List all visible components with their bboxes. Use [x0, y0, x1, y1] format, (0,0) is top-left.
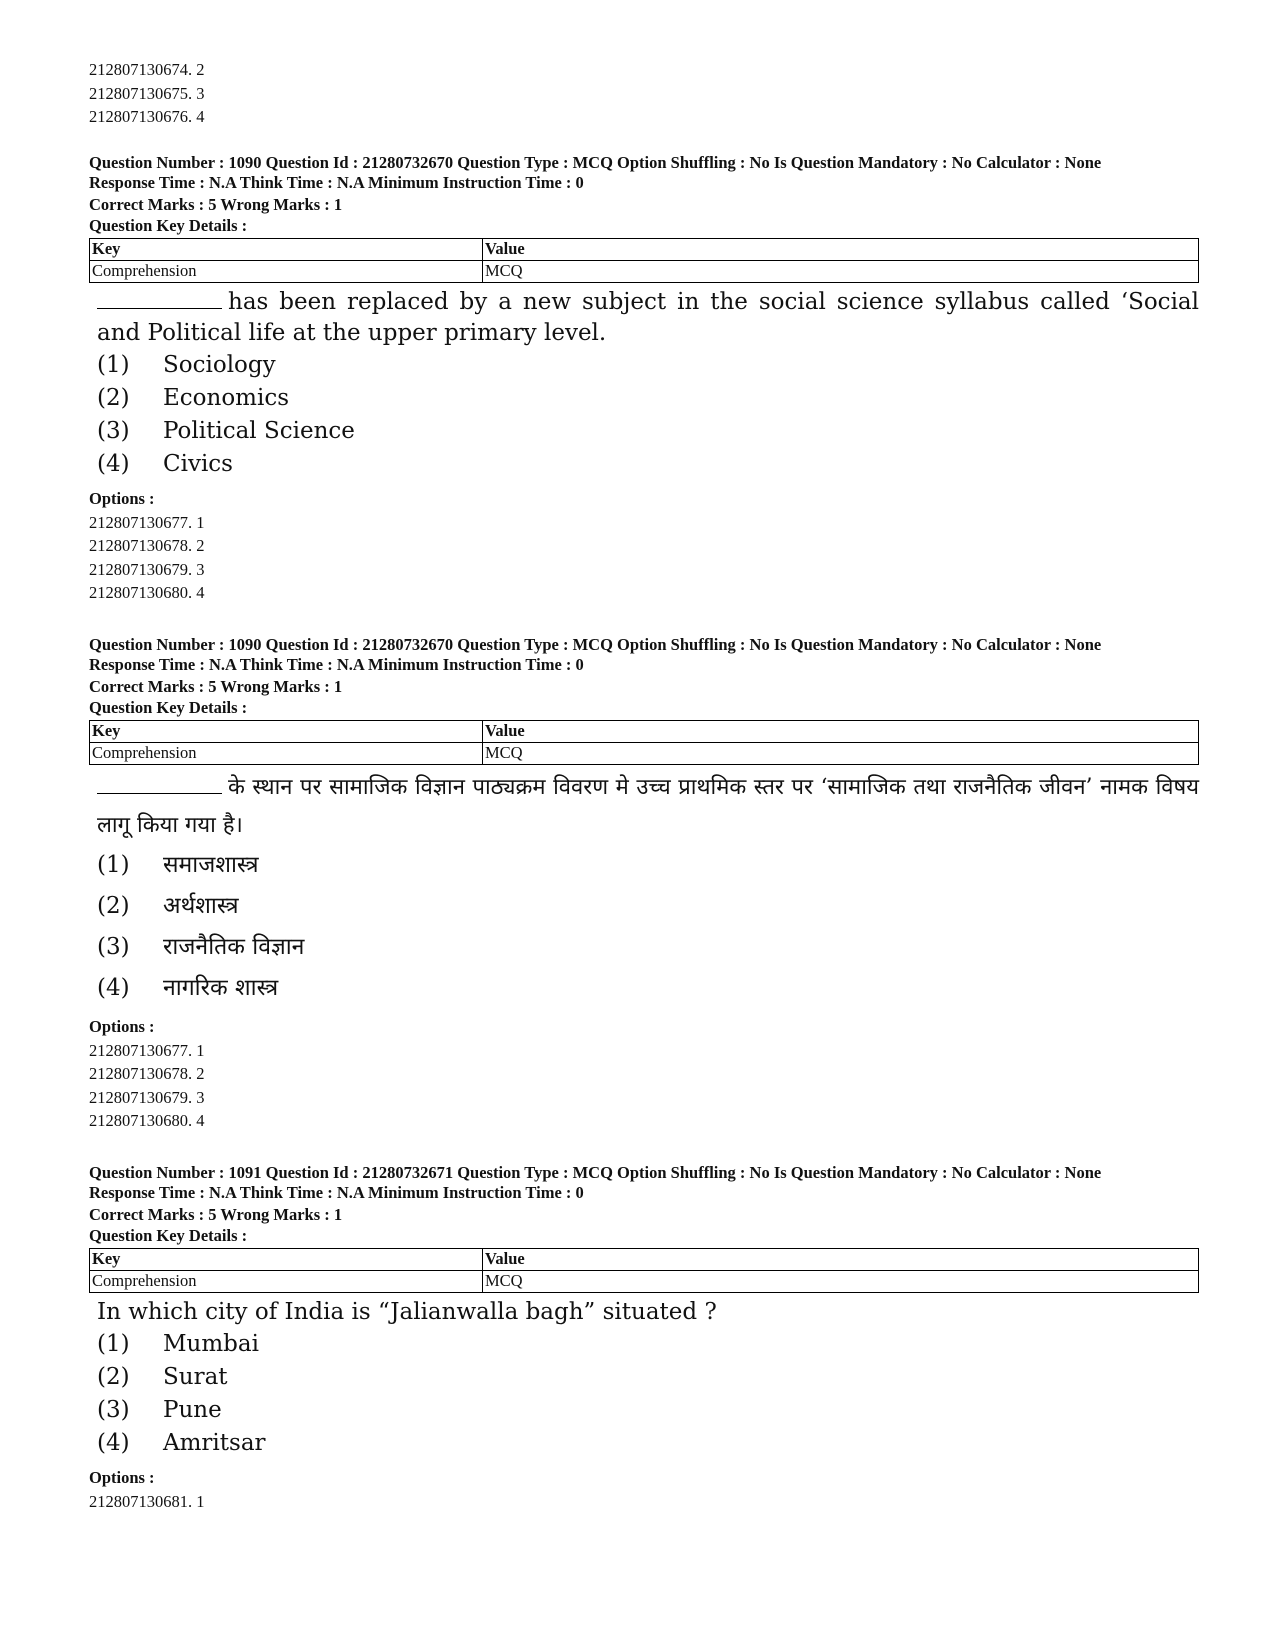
options-label: Options : — [89, 1468, 155, 1487]
table-row — [90, 261, 1199, 283]
question-key-table — [89, 238, 1199, 283]
answer-choice — [97, 1361, 1199, 1394]
table-header-value: Value — [483, 721, 1199, 743]
option-id-line: 212807130678. 2 — [89, 1064, 205, 1083]
question-body — [89, 287, 1199, 481]
option-id-line: 212807130675. 3 — [89, 83, 205, 103]
question-block-1090-hindi — [89, 635, 1199, 1133]
choice-number: (4) — [97, 1430, 130, 1456]
choice-number: (3) — [97, 934, 130, 960]
question-text-content: के स्थान पर सामाजिक विज्ञान पाठ्यक्रम विवरण मे उच्च प्राथमिक स्तर पर ‘सामाजिक तथा राजनैतिक जीवन’ नामक विषय लागू किया गया है। — [97, 775, 1199, 838]
option-id-line: 212807130679. 3 — [89, 1087, 205, 1107]
choice-text: Pune — [163, 1397, 222, 1423]
table-cell-key: Comprehension — [90, 1271, 483, 1293]
choice-number: (3) — [97, 1397, 130, 1423]
choice-number: (1) — [97, 852, 130, 878]
option-id-line: 212807130681. 1 — [89, 1491, 205, 1511]
question-body — [89, 1297, 1199, 1460]
answer-choice — [97, 886, 1199, 927]
options-list — [89, 1466, 1199, 1513]
table-header-key: Key — [90, 239, 483, 261]
previous-options-list — [89, 58, 1199, 129]
choice-number: (2) — [97, 893, 130, 919]
option-id-line: 212807130678. 2 — [89, 536, 205, 555]
question-meta-line: Question Number : 1090 Question Id : 21280732670 Question Type : MCQ Option Shuffling : No Is Question Mandatory : No Calculator : None — [89, 634, 1102, 654]
answer-choice — [97, 1427, 1199, 1460]
choice-number: (4) — [97, 451, 130, 477]
answer-choice — [97, 845, 1199, 886]
choice-text: Mumbai — [163, 1331, 259, 1357]
choice-text: अर्थशास्त्र — [163, 893, 239, 919]
option-id-line: 212807130679. 3 — [89, 559, 205, 579]
choice-number: (4) — [97, 975, 130, 1001]
question-timing-line: Response Time : N.A Think Time : N.A Minimum Instruction Time : 0 — [89, 1182, 584, 1202]
options-label: Options : — [89, 1017, 155, 1036]
choice-text: Economics — [163, 385, 290, 411]
table-cell-value: MCQ — [483, 1271, 1199, 1293]
question-text-content: has been replaced by a new subject in the social science syllabus called ‘Social and Political life at the upper primary level. — [97, 289, 1199, 346]
choice-number: (1) — [97, 1331, 130, 1357]
option-id-line: 212807130680. 4 — [89, 583, 205, 602]
choice-text: Sociology — [163, 352, 276, 378]
answer-choice — [97, 927, 1199, 968]
table-header-value: Value — [483, 239, 1199, 261]
answer-choice — [97, 415, 1199, 448]
choice-text: नागरिक शास्त्र — [163, 975, 279, 1001]
answer-choice — [97, 1394, 1199, 1427]
table-header-row — [90, 1249, 1199, 1271]
key-details-label: Question Key Details : — [89, 216, 248, 235]
table-header-row — [90, 239, 1199, 261]
options-list — [89, 487, 1199, 605]
question-meta-line: Question Number : 1090 Question Id : 21280732670 Question Type : MCQ Option Shuffling : No Is Question Mandatory : No Calculator : None — [89, 152, 1102, 172]
answer-choice — [97, 382, 1199, 415]
answer-choice — [97, 1328, 1199, 1361]
answer-choice — [97, 349, 1199, 382]
table-cell-value: MCQ — [483, 743, 1199, 765]
options-list — [89, 1015, 1199, 1133]
question-timing-line: Response Time : N.A Think Time : N.A Minimum Instruction Time : 0 — [89, 654, 584, 674]
table-row — [90, 743, 1199, 765]
question-text — [97, 769, 1199, 845]
table-header-row — [90, 721, 1199, 743]
choice-text: समाजशास्त्र — [163, 852, 259, 878]
table-header-key: Key — [90, 1249, 483, 1271]
table-header-key: Key — [90, 721, 483, 743]
fill-blank — [97, 775, 222, 794]
choice-number: (2) — [97, 1364, 130, 1390]
option-id-line: 212807130674. 2 — [89, 60, 205, 79]
question-text — [97, 287, 1199, 349]
choice-text: Political Science — [163, 418, 355, 444]
question-key-table — [89, 720, 1199, 765]
key-details-label: Question Key Details : — [89, 1226, 248, 1245]
question-meta-line: Question Number : 1091 Question Id : 21280732671 Question Type : MCQ Option Shuffling : No Is Question Mandatory : No Calculator : None — [89, 1162, 1102, 1182]
choice-text: Civics — [163, 451, 233, 477]
question-block-1090-english — [89, 153, 1199, 605]
choice-text: राजनैतिक विज्ञान — [163, 934, 305, 960]
table-row — [90, 1271, 1199, 1293]
marks-line: Correct Marks : 5 Wrong Marks : 1 — [89, 1204, 343, 1224]
key-details-label: Question Key Details : — [89, 698, 248, 717]
table-cell-value: MCQ — [483, 261, 1199, 283]
option-id-line: 212807130676. 4 — [89, 107, 205, 126]
marks-line: Correct Marks : 5 Wrong Marks : 1 — [89, 194, 343, 214]
option-id-line: 212807130680. 4 — [89, 1111, 205, 1130]
table-header-value: Value — [483, 1249, 1199, 1271]
answer-choice — [97, 968, 1199, 1009]
question-key-table — [89, 1248, 1199, 1293]
question-block-1091 — [89, 1163, 1199, 1514]
option-id-line: 212807130677. 1 — [89, 1040, 205, 1060]
question-body — [89, 769, 1199, 1009]
choice-number: (1) — [97, 352, 130, 378]
answer-choice — [97, 448, 1199, 481]
table-cell-key: Comprehension — [90, 743, 483, 765]
table-cell-key: Comprehension — [90, 261, 483, 283]
options-label: Options : — [89, 489, 155, 508]
fill-blank — [97, 290, 222, 309]
question-text: In which city of India is “Jalianwalla bagh” situated ? — [97, 1299, 717, 1325]
document-page — [89, 58, 1199, 1513]
question-timing-line: Response Time : N.A Think Time : N.A Minimum Instruction Time : 0 — [89, 172, 584, 192]
marks-line: Correct Marks : 5 Wrong Marks : 1 — [89, 676, 343, 696]
choice-number: (3) — [97, 418, 130, 444]
choice-text: Amritsar — [163, 1430, 266, 1456]
choice-number: (2) — [97, 385, 130, 411]
option-id-line: 212807130677. 1 — [89, 512, 205, 532]
choice-text: Surat — [163, 1364, 228, 1390]
